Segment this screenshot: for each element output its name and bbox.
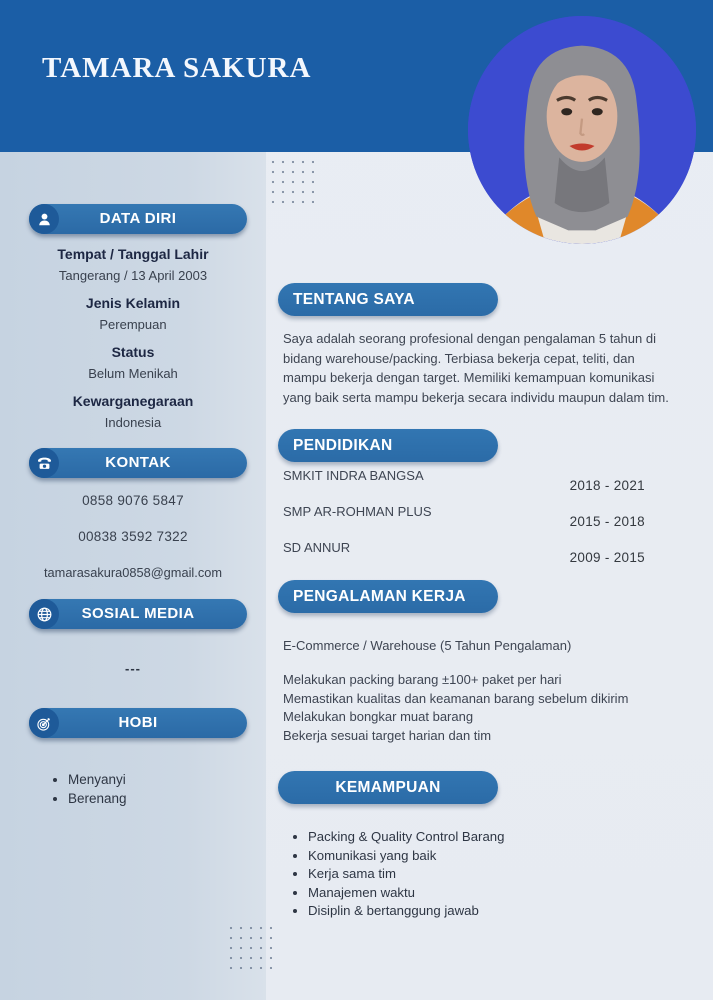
- school-name: SD ANNUR: [283, 540, 351, 555]
- duty-line: Bekerja sesuai target harian dan tim: [283, 727, 492, 743]
- section-title: HOBI: [118, 714, 158, 731]
- education-row: [283, 468, 645, 504]
- skill-item: • Manajemen waktu: [308, 884, 504, 903]
- phone-number: 00838 3592 7322: [78, 529, 188, 544]
- email-address: tamarasakura0858@gmail.com: [43, 565, 222, 580]
- hobby-item: • Menyanyi: [68, 770, 127, 789]
- skill-item: • Kerja sama tim: [308, 865, 504, 884]
- section-header-pendidikan: PENDIDIKAN: [278, 429, 498, 462]
- school-name: SMKIT INDRA BANGSA: [283, 468, 424, 483]
- section-header-sosial-media: [29, 599, 247, 629]
- dots-decoration-top: [268, 157, 314, 203]
- field-label: Kewarganegaraan: [72, 393, 194, 409]
- duty-line: Memastikan kualitas dan keamanan barang sebelum dikirim: [283, 690, 629, 706]
- skill-item: • Disiplin & bertanggung jawab: [308, 902, 504, 921]
- school-years: 2018 - 2021: [569, 478, 645, 493]
- education-list: [283, 468, 645, 576]
- field-label: Jenis Kelamin: [85, 295, 181, 311]
- field-value: Indonesia: [104, 415, 162, 430]
- profile-photo: [468, 16, 696, 244]
- school-name: SMP AR-ROHMAN PLUS: [283, 504, 432, 519]
- school-years: 2009 - 2015: [569, 550, 645, 565]
- hobby-item: • Berenang: [68, 789, 127, 808]
- section-header-kemampuan: KEMAMPUAN: [278, 771, 498, 804]
- experience-duties: [283, 671, 628, 745]
- section-header-kontak: [29, 448, 247, 478]
- section-header-data-diri: [29, 204, 247, 234]
- field-label: Tempat / Tanggal Lahir: [57, 246, 209, 262]
- hobby-list: [50, 770, 127, 808]
- about-paragraph: Saya adalah seorang profesional dengan pengalaman 5 tahun di bidang warehouse/packing. Terbiasa bekerja cepat, teliti, dan mampu bekerja dengan target. Memiliki kemampuan komunikasi yang baik serta mampu bekerja secara individu maupun dalam tim.: [283, 331, 669, 405]
- field-value: Tangerang / 13 April 2003: [58, 268, 208, 283]
- duty-line: Melakukan packing barang ±100+ paket per hari: [283, 672, 562, 687]
- section-title: SOSIAL MEDIA: [81, 605, 195, 622]
- school-years: 2015 - 2018: [569, 514, 645, 529]
- skill-item: • Komunikasi yang baik: [308, 847, 504, 866]
- contact-list: [0, 492, 266, 600]
- field-value: Perempuan: [99, 317, 167, 332]
- education-row: [283, 504, 645, 540]
- field-label: Status: [111, 344, 155, 360]
- phone-number: 0858 9076 5847: [82, 493, 184, 508]
- section-header-tentang-saya: TENTANG SAYA: [278, 283, 498, 316]
- section-title: KONTAK: [105, 454, 171, 471]
- dots-decoration-bottom: [226, 923, 272, 969]
- education-row: [283, 540, 645, 576]
- page-title: TAMARA SAKURA: [42, 52, 312, 84]
- social-media-placeholder: ---: [125, 661, 141, 676]
- duty-line: Melakukan bongkar muat barang: [283, 709, 474, 724]
- skill-item: • Packing & Quality Control Barang: [308, 828, 504, 847]
- section-header-pengalaman-kerja: PENGALAMAN KERJA: [278, 580, 498, 613]
- experience-role: E-Commerce / Warehouse (5 Tahun Pengalaman): [283, 638, 572, 653]
- data-diri-fields: [0, 245, 266, 441]
- section-header-hobi: [29, 708, 247, 738]
- portrait-illustration: [468, 16, 696, 244]
- field-value: Belum Menikah: [88, 366, 178, 381]
- skill-list: [292, 828, 504, 921]
- section-title: DATA DIRI: [99, 210, 177, 227]
